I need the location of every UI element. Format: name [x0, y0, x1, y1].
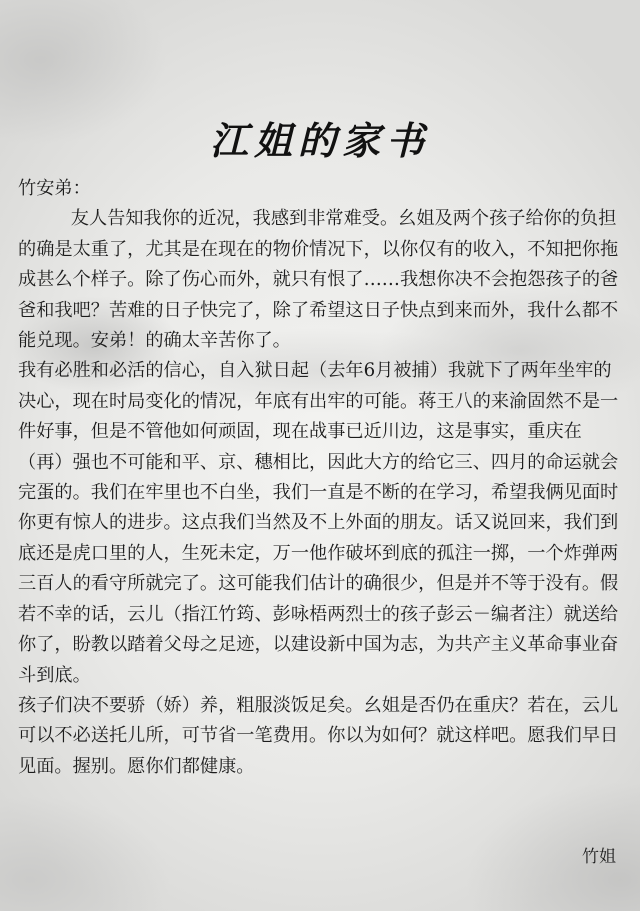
letter-paragraph-3: 孩子们决不要骄（娇）养，粗服淡饭足矣。幺姐是否仍在重庆？若在，云儿可以不必送托儿所，可节省一笔费用。你以为如何？就这样吧。愿我们早日见面。握别。愿你们都健康。	[18, 694, 619, 777]
letter-title: 江姐的家书	[209, 118, 430, 163]
letter-paragraph-1: 友人告知我你的近况，我感到非常难受。幺姐及两个孩子给你的负担的确是太重了，尤其是在现在的物价情况下，以你仅有的收入，不知把你拖成甚么个样子。除了伤心而外，就只有恨了……我想你决不会抱怨孩子的爸爸和我吧？苦难的日子快完了，除了希望这日子快点到来而外，我什么都不能兑现。安弟！的确太辛苦你了。	[18, 208, 619, 352]
letter-body	[18, 174, 622, 782]
letter-salutation: 竹安弟：	[18, 178, 91, 199]
letter-paragraph-2: 我有必胜和必活的信心，自入狱日起（去年6月被捕）我就下了两年坐牢的决心，现在时局变化的情况，年底有出牢的可能。蒋王八的来渝固然不是一件好事，但是不管他如何顽固，现在战事已近川边，这是事实，重庆在（再）强也不可能和平、京、穗相比，因此大方的给它三、四月的命运就会完蛋的。我们在牢里也不白坐，我们一直是不断的在学习，希望我俩见面时你更有惊人的进步。这点我们当然及不上外面的朋友。话又说回来，我们到底还是虎口里的人，生死未定，万一他作破坏到底的孤注一掷，一个炸弹两三百人的看守所就完了。这可能我们估计的确很少，但是并不等于没有。假若不幸的话，云儿（指江竹筠、彭咏梧两烈士的孩子彭云－编者注）就送给你了，盼教以踏着父母之足迹，以建设新中国为志，为共产主义革命事业奋斗到底。	[18, 360, 619, 686]
letter-signature: 竹姐	[582, 847, 616, 867]
